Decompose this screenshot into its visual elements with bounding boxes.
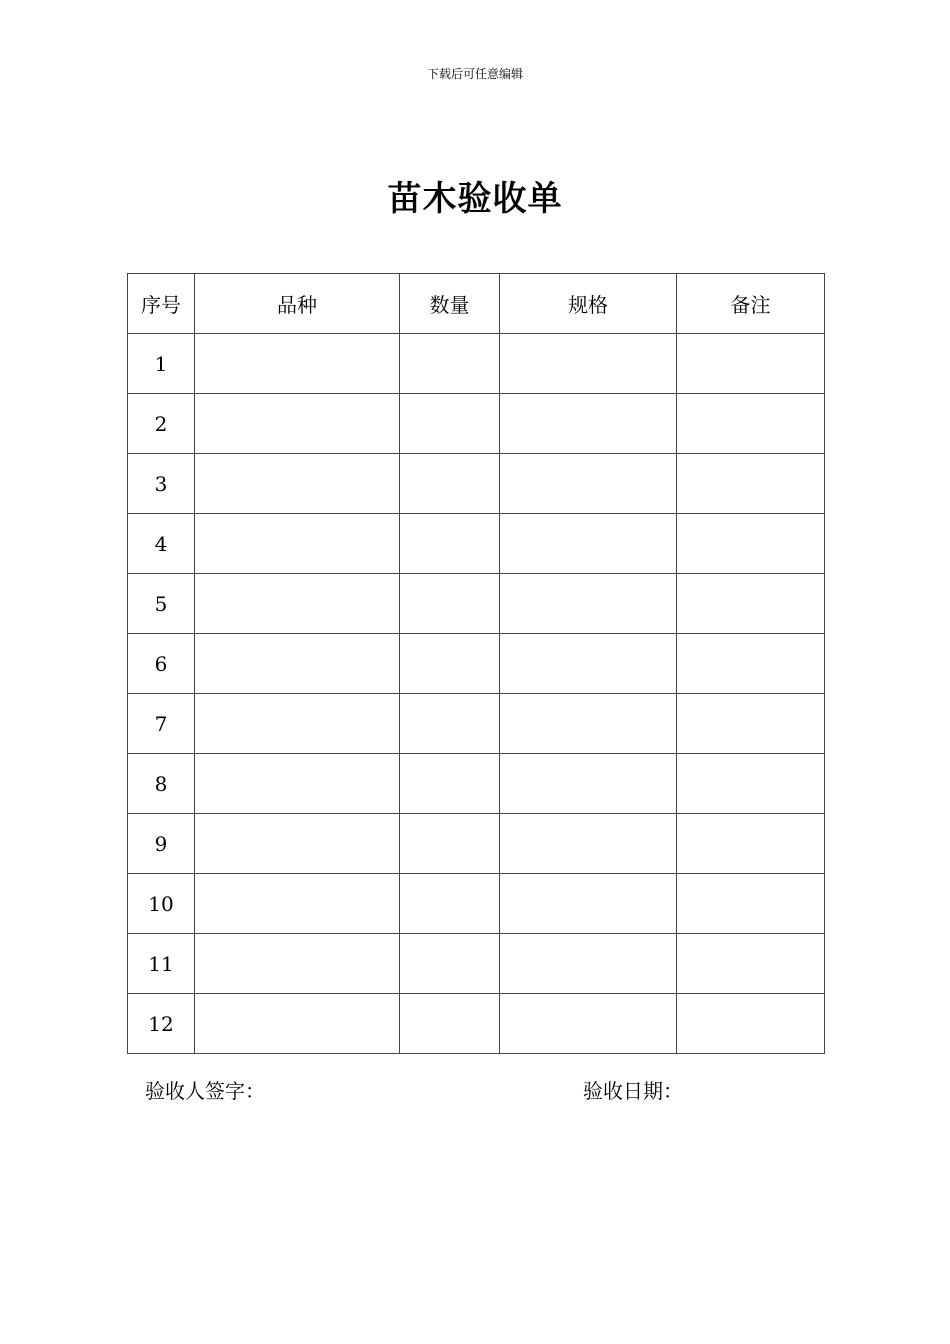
variety-cell[interactable] xyxy=(195,514,400,574)
column-header-quantity: 数量 xyxy=(400,274,500,334)
remark-cell[interactable] xyxy=(677,814,825,874)
quantity-cell[interactable] xyxy=(400,934,500,994)
header-note: 下载后可任意编辑 xyxy=(426,67,523,81)
table-row xyxy=(128,694,825,754)
row-number: 4 xyxy=(128,514,195,574)
variety-cell[interactable] xyxy=(195,814,400,874)
spec-cell[interactable] xyxy=(500,994,677,1054)
quantity-cell[interactable] xyxy=(400,994,500,1054)
spec-cell[interactable] xyxy=(500,754,677,814)
remark-cell[interactable] xyxy=(677,574,825,634)
spec-cell[interactable] xyxy=(500,574,677,634)
spec-cell[interactable] xyxy=(500,814,677,874)
quantity-cell[interactable] xyxy=(400,814,500,874)
table-row xyxy=(128,934,825,994)
quantity-cell[interactable] xyxy=(400,874,500,934)
spec-cell[interactable] xyxy=(500,514,677,574)
date-label: 验收日期： xyxy=(583,1079,683,1103)
row-number: 9 xyxy=(128,814,195,874)
spec-cell[interactable] xyxy=(500,634,677,694)
quantity-cell[interactable] xyxy=(400,454,500,514)
remark-cell[interactable] xyxy=(677,994,825,1054)
column-header-remark: 备注 xyxy=(677,274,825,334)
table-row xyxy=(128,454,825,514)
remark-cell[interactable] xyxy=(677,634,825,694)
remark-cell[interactable] xyxy=(677,514,825,574)
spec-cell[interactable] xyxy=(500,874,677,934)
table-row xyxy=(128,754,825,814)
acceptance-table xyxy=(127,273,825,1054)
remark-cell[interactable] xyxy=(677,754,825,814)
quantity-cell[interactable] xyxy=(400,634,500,694)
table-row xyxy=(128,394,825,454)
column-header-variety: 品种 xyxy=(195,274,400,334)
column-header-spec: 规格 xyxy=(500,274,677,334)
row-number: 11 xyxy=(128,934,195,994)
quantity-cell[interactable] xyxy=(400,694,500,754)
spec-cell[interactable] xyxy=(500,334,677,394)
quantity-cell[interactable] xyxy=(400,754,500,814)
variety-cell[interactable] xyxy=(195,634,400,694)
row-number: 3 xyxy=(128,454,195,514)
variety-cell[interactable] xyxy=(195,754,400,814)
remark-cell[interactable] xyxy=(677,694,825,754)
column-header-serial: 序号 xyxy=(128,274,195,334)
quantity-cell[interactable] xyxy=(400,574,500,634)
spec-cell[interactable] xyxy=(500,454,677,514)
row-number: 7 xyxy=(128,694,195,754)
variety-cell[interactable] xyxy=(195,334,400,394)
remark-cell[interactable] xyxy=(677,934,825,994)
table-row xyxy=(128,874,825,934)
row-number: 8 xyxy=(128,754,195,814)
row-number: 1 xyxy=(128,334,195,394)
variety-cell[interactable] xyxy=(195,694,400,754)
remark-cell[interactable] xyxy=(677,454,825,514)
remark-cell[interactable] xyxy=(677,334,825,394)
spec-cell[interactable] xyxy=(500,694,677,754)
variety-cell[interactable] xyxy=(195,454,400,514)
quantity-cell[interactable] xyxy=(400,334,500,394)
row-number: 10 xyxy=(128,874,195,934)
variety-cell[interactable] xyxy=(195,994,400,1054)
row-number: 2 xyxy=(128,394,195,454)
quantity-cell[interactable] xyxy=(400,394,500,454)
table-row xyxy=(128,814,825,874)
table-row xyxy=(128,514,825,574)
signature-label: 验收人签字： xyxy=(145,1079,265,1103)
table-row xyxy=(128,574,825,634)
remark-cell[interactable] xyxy=(677,874,825,934)
spec-cell[interactable] xyxy=(500,394,677,454)
variety-cell[interactable] xyxy=(195,874,400,934)
spec-cell[interactable] xyxy=(500,934,677,994)
remark-cell[interactable] xyxy=(677,394,825,454)
row-number: 6 xyxy=(128,634,195,694)
table-header-row xyxy=(128,274,825,334)
variety-cell[interactable] xyxy=(195,934,400,994)
quantity-cell[interactable] xyxy=(400,514,500,574)
page-title: 苗木验收单 xyxy=(387,179,563,219)
row-number: 5 xyxy=(128,574,195,634)
variety-cell[interactable] xyxy=(195,394,400,454)
row-number: 12 xyxy=(128,994,195,1054)
table-row xyxy=(128,994,825,1054)
variety-cell[interactable] xyxy=(195,574,400,634)
table-row xyxy=(128,334,825,394)
table-row xyxy=(128,634,825,694)
